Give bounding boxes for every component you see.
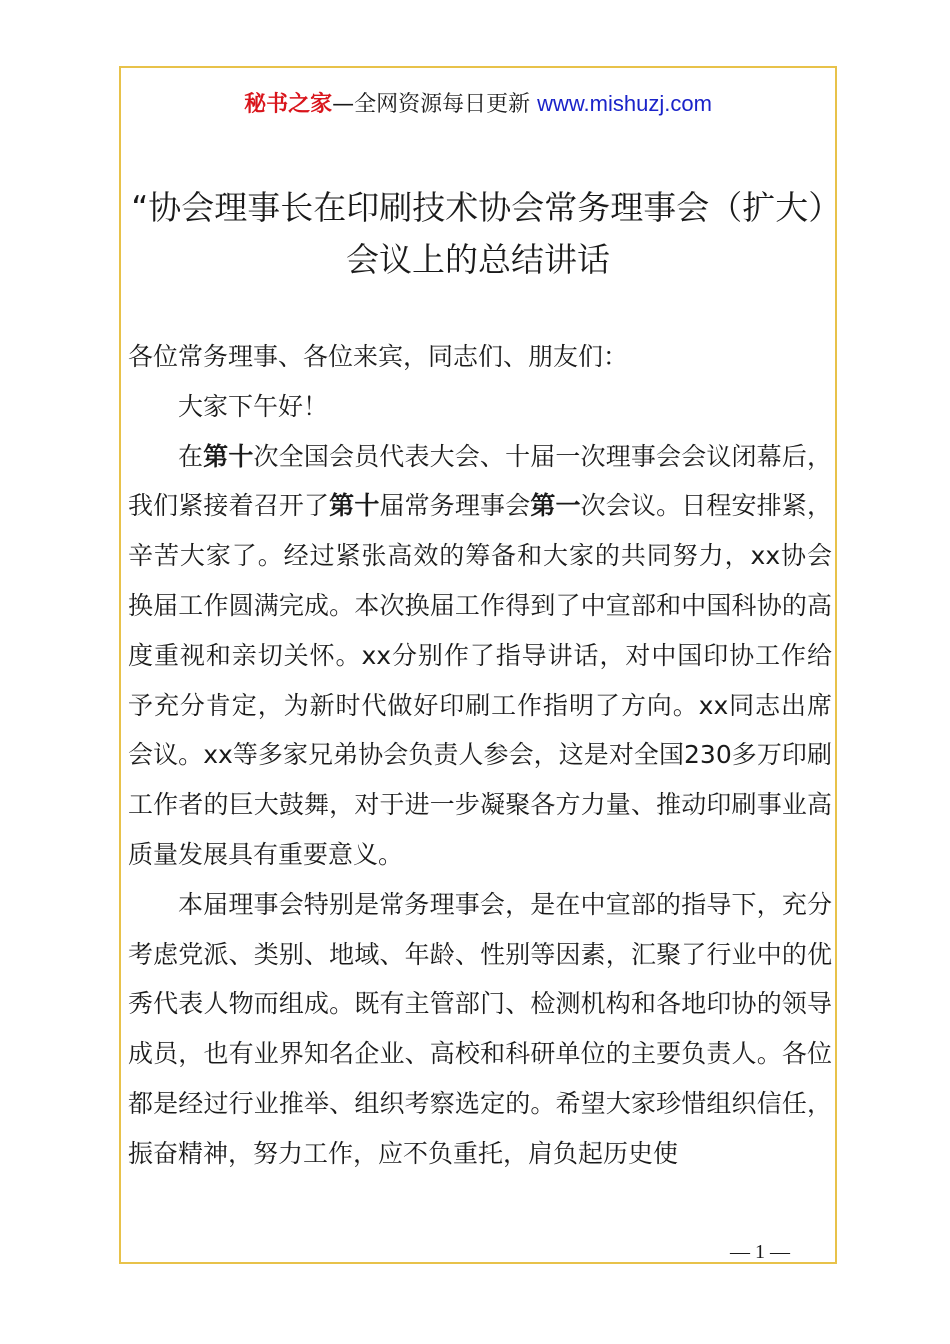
paragraph-1-text: 次会议。日程安排紧，辛苦大家了。经过紧张高效的筹备和大家的共同努力，xx协会换届工作圆满完成。本次换届工作得到了中宣部和中国科协的高度重视和亲切关怀。xx分别作了指导讲话，对中国印协工作给予充分肯定，为新时代做好印刷工作指明了方向。xx同志出席会议。xx等多家兄弟协会负责人参会，这是对全国230多万印刷工作者的巨大鼓舞，对于进一步凝聚各方力量、推动印刷事业高质量发展具有重要意义。 (128, 491, 832, 869)
header-slogan: —全网资源每日更新 (332, 92, 538, 117)
page-number: — 1 — (730, 1241, 790, 1263)
greeting: 大家下午好！ (178, 391, 329, 421)
header-url-link[interactable]: www.mishuzj.com (537, 91, 712, 116)
site-header (119, 88, 837, 121)
bold-term: 第十 (203, 441, 254, 471)
paragraph-1-text: 在 (178, 441, 204, 471)
bold-term: 第一 (530, 491, 581, 521)
document-body (128, 332, 832, 1179)
salutation: 各位常务理事、各位来宾，同志们、朋友们： (128, 342, 629, 371)
paragraph-1-text: 次全国会员代表大会、十届一次理事会会议闭幕后，我们紧接着召开了 (128, 441, 832, 521)
paragraph-2: 本届理事会特别是常务理事会，是在中宣部的指导下，充分考虑党派、类别、地域、年龄、性别等因素，汇聚了行业中的优秀代表人物而组成。既有主管部门、检测机构和各地印协的领导成员，也有业界知名企业、高校和科研单位的主要负责人。各位都是经过行业推举、组织考察选定的。希望大家珍惜组织信任，振奋精神，努力工作，应不负重托，肩负起历史使 (128, 889, 832, 1168)
paragraph-1-text: 届常务理事会 (379, 491, 531, 521)
brand-name: 秘书之家 (244, 92, 333, 117)
bold-term: 第十 (329, 491, 380, 521)
document-title: “协会理事长在印刷技术协会常务理事会（扩大）会议上的总结讲话 (131, 188, 825, 279)
paragraph-1 (128, 432, 832, 880)
